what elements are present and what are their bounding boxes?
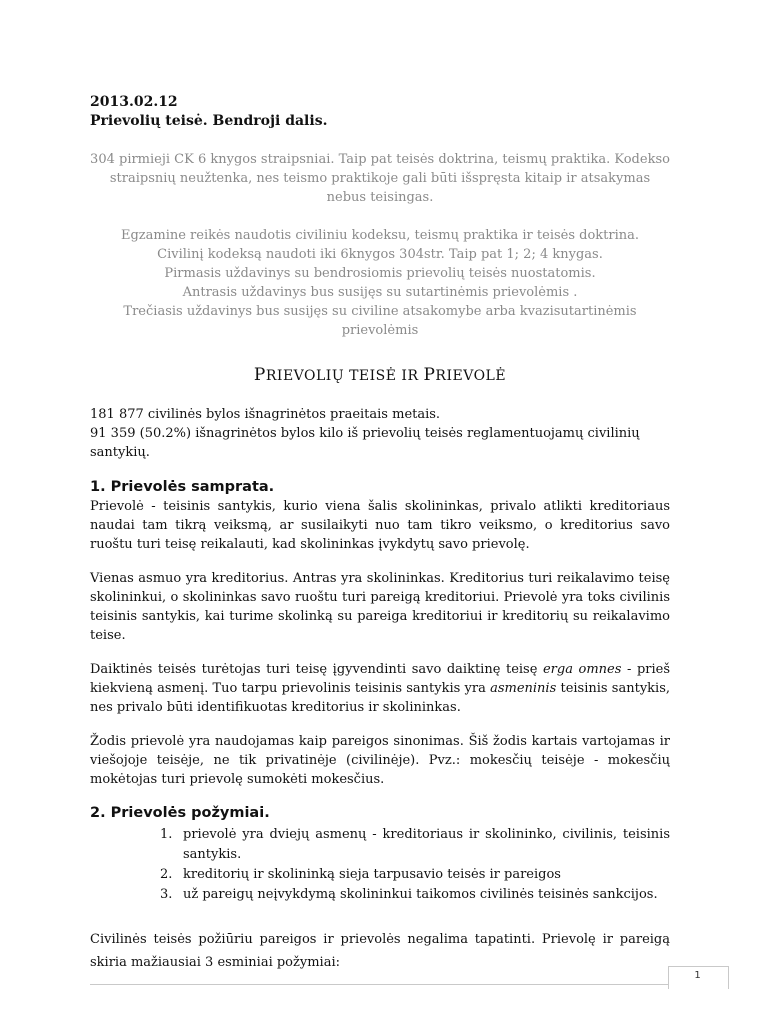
- intro-note-text: 304 pirmieji CK 6 knygos straipsniai. Taip pat teisės doktrina, teismų praktika. Kodekso straipsnių neužtenka, nes teismo praktikoje gali būti išspręsta kitaip ir atsakymas nebus teisingas.: [90, 152, 670, 205]
- list-item-text: kreditorių ir skolininką sieja tarpusavio teisės ir pareigos: [183, 867, 561, 882]
- p3-part-b: - prieš kiekvieną asmenį. Tuo tarpu prievolinis teisinis santykis yra: [90, 662, 670, 696]
- stats-line-1: 181 877 civilinės bylos išnagrinėtos praeitais metais.: [90, 407, 441, 422]
- title-rest-1: RIEVOLIŲ TEISĖ IR: [265, 368, 424, 384]
- intro-note: [90, 150, 670, 207]
- section-2-heading: 2. Prievolės požymiai.: [90, 805, 270, 821]
- exam-note-2: Civilinį kodeksą naudoti iki 6knygos 304str. Taip pat 1; 2; 4 knygas.: [157, 247, 603, 262]
- section-1-paragraph-3: [90, 660, 670, 717]
- list-item-text: už pareigų neįvykdymą skolininkui taikomos civilinės teisinės sankcijos.: [183, 887, 658, 902]
- list-item: [90, 885, 670, 905]
- stats-line-2: 91 359 (50.2%) išnagrinėtos bylos kilo iš prievolių teisės reglamentuojamų civilinių santykių.: [90, 426, 640, 460]
- list-item-number: 3.: [160, 887, 173, 902]
- document-title: [90, 365, 670, 386]
- list-item-number: 1.: [160, 827, 173, 842]
- section-1-paragraph-2: Vienas asmuo yra kreditorius. Antras yra skolininkas. Kreditorius turi reikalavimo teisę skolininkui, o skolininkas savo ruoštu turi pareigą kreditoriui. Prievolė yra toks civilinis teisinis santykis, kai turime skolinką su pareiga kreditoriui ir kreditorių su reikalavimo teise.: [90, 571, 670, 643]
- list-item-number: 2.: [160, 867, 173, 882]
- title-cap-2: P: [423, 365, 436, 385]
- document-subtitle: Prievolių teisė. Bendroji dalis.: [90, 113, 328, 129]
- p3-part-c: teisinis santykis, nes privalo būti identifikuotas kreditorius ir skolininkas.: [90, 681, 671, 715]
- exam-note-3: Pirmasis uždavinys su bendrosiomis prievolių teisės nuostatomis.: [164, 266, 596, 281]
- section-1-paragraph-1: Prievolė - teisinis santykis, kurio viena šalis skolininkas, privalo atlikti kreditoriaus naudai tam tikrą veiksmą, ar susilaikyti nuo tam tikro veiksmo, o kreditorius savo ruoštu turi teisę reikalauti, kad skolininkas įvykdytų savo prievolę.: [90, 499, 670, 552]
- stats-block: [90, 405, 670, 462]
- exam-note-5: Trečiasis uždavinys bus susijęs su civiline atsakomybe arba kvazisutartinėmis prievolėmis: [123, 304, 637, 338]
- section-2-closing: Civilinės teisės požiūriu pareigos ir prievolės negalima tapatinti. Prievolę ir pareigą skiria mažiausiai 3 esminiai požymiai:: [90, 932, 670, 970]
- exam-notes: [90, 226, 670, 340]
- list-item: [90, 825, 670, 865]
- features-list: [90, 825, 670, 905]
- exam-note-4: Antrasis uždavinys bus susijęs su sutartinėmis prievolėmis .: [182, 285, 578, 300]
- title-rest-2: RIEVOLĖ: [435, 368, 507, 384]
- p3-part-a: Daiktinės teisės turėtojas turi teisę įgyvendinti savo daiktinę teisę: [90, 662, 543, 677]
- document-date: 2013.02.12: [90, 94, 178, 110]
- exam-note-1: Egzamine reikės naudotis civiliniu kodeksu, teismų praktika ir teisės doktrina.: [120, 228, 640, 243]
- section-1-paragraph-4: Žodis prievolė yra naudojamas kaip pareigos sinonimas. Šiš žodis kartais vartojamas ir viešojoje teisėje, ne tik privatinėje (civilinėje). Pvz.: mokesčių teisėje - mokesčių mokėtojas turi prievolę sumokėti mokesčius.: [90, 734, 670, 787]
- section-1-heading: 1. Prievolės samprata.: [90, 479, 275, 495]
- p3-asmeninis: asmeninis: [490, 681, 557, 696]
- title-cap-1: P: [253, 365, 266, 385]
- page-number: 1: [694, 970, 701, 981]
- document-page: [90, 93, 670, 987]
- list-item: [90, 865, 670, 885]
- list-item-text: prievolė yra dviejų asmenų - kreditoriaus ir skolininko, civilinis, teisinis santykis.: [183, 827, 670, 862]
- footer-divider: [90, 984, 727, 985]
- p3-erga-omnes: erga omnes: [542, 662, 622, 677]
